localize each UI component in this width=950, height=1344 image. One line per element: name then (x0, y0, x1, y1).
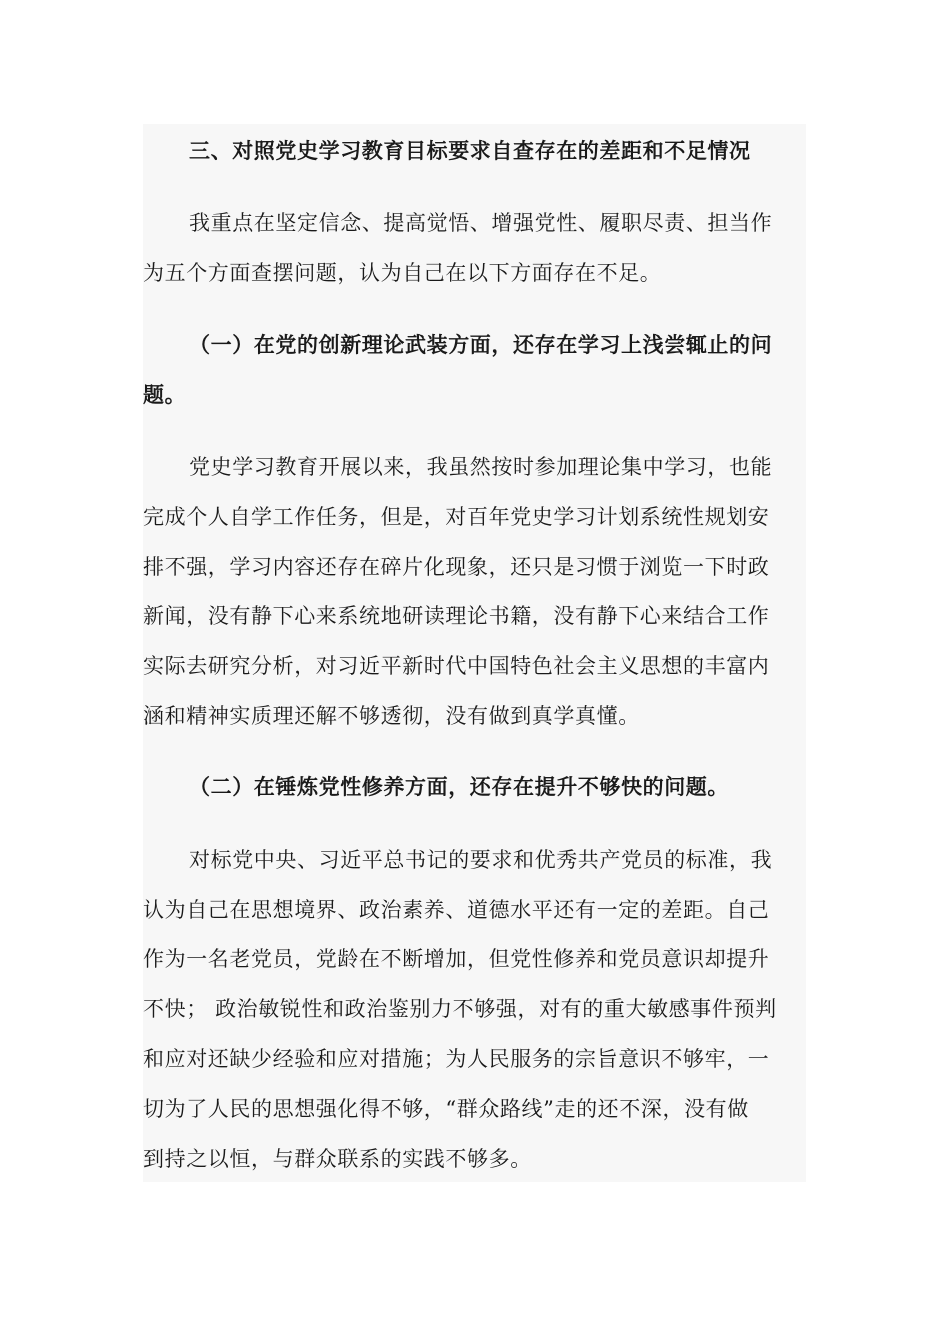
intro-line-1: 我重点在坚定信念、提高觉悟、增强党性、履职尽责、担当作 (189, 211, 773, 235)
section2-body-line-1: 对标党中央、习近平总书记的要求和优秀共产党员的标准，我 (189, 848, 773, 872)
section1-heading-line-2: 题。 (143, 382, 187, 407)
section1-body-line-3: 排不强，学习内容还存在碎片化现象，还只是习惯于浏览一下时政 (143, 555, 770, 579)
section2-body-line-7: 到持之以恒，与群众联系的实践不够多。 (143, 1147, 532, 1171)
section1-body-line-4: 新闻，没有静下心来系统地研读理论书籍，没有静下心来结合工作 (143, 604, 770, 628)
section1-heading-line-1: （一）在党的创新理论武装方面，还存在学习上浅尝辄止的问 (189, 332, 773, 357)
section1-body-line-2: 完成个人自学工作任务，但是，对百年党史学习计划系统性规划安 (143, 505, 770, 529)
document-page (143, 124, 806, 1182)
section2-body-line-5: 和应对还缺少经验和应对措施；为人民服务的宗旨意识不够牢，一 (143, 1047, 770, 1071)
section2-body-line-4: 不快； 政治敏锐性和政治鉴别力不够强，对有的重大敏感事件预判 (143, 997, 777, 1021)
intro-line-2: 为五个方面查摆问题，认为自己在以下方面存在不足。 (143, 261, 662, 285)
section2-body-line-6: 切为了人民的思想强化得不够，“群众路线”走的还不深，没有做 (143, 1097, 749, 1121)
section2-heading: （二）在锤炼党性修养方面，还存在提升不够快的问题。 (189, 774, 729, 799)
section2-body-line-3: 作为一名老党员，党龄在不断增加，但党性修养和党员意识却提升 (143, 947, 770, 971)
section-title: 三、对照党史学习教育目标要求自查存在的差距和不足情况 (189, 138, 751, 163)
section1-body-line-1: 党史学习教育开展以来，我虽然按时参加理论集中学习，也能 (189, 455, 773, 479)
section2-body-line-2: 认为自己在思想境界、政治素养、道德水平还有一定的差距。自己 (143, 898, 770, 922)
section1-body-line-5: 实际去研究分析，对习近平新时代中国特色社会主义思想的丰富内 (143, 654, 770, 678)
section1-body-line-6: 涵和精神实质理还解不够透彻，没有做到真学真懂。 (143, 704, 640, 728)
